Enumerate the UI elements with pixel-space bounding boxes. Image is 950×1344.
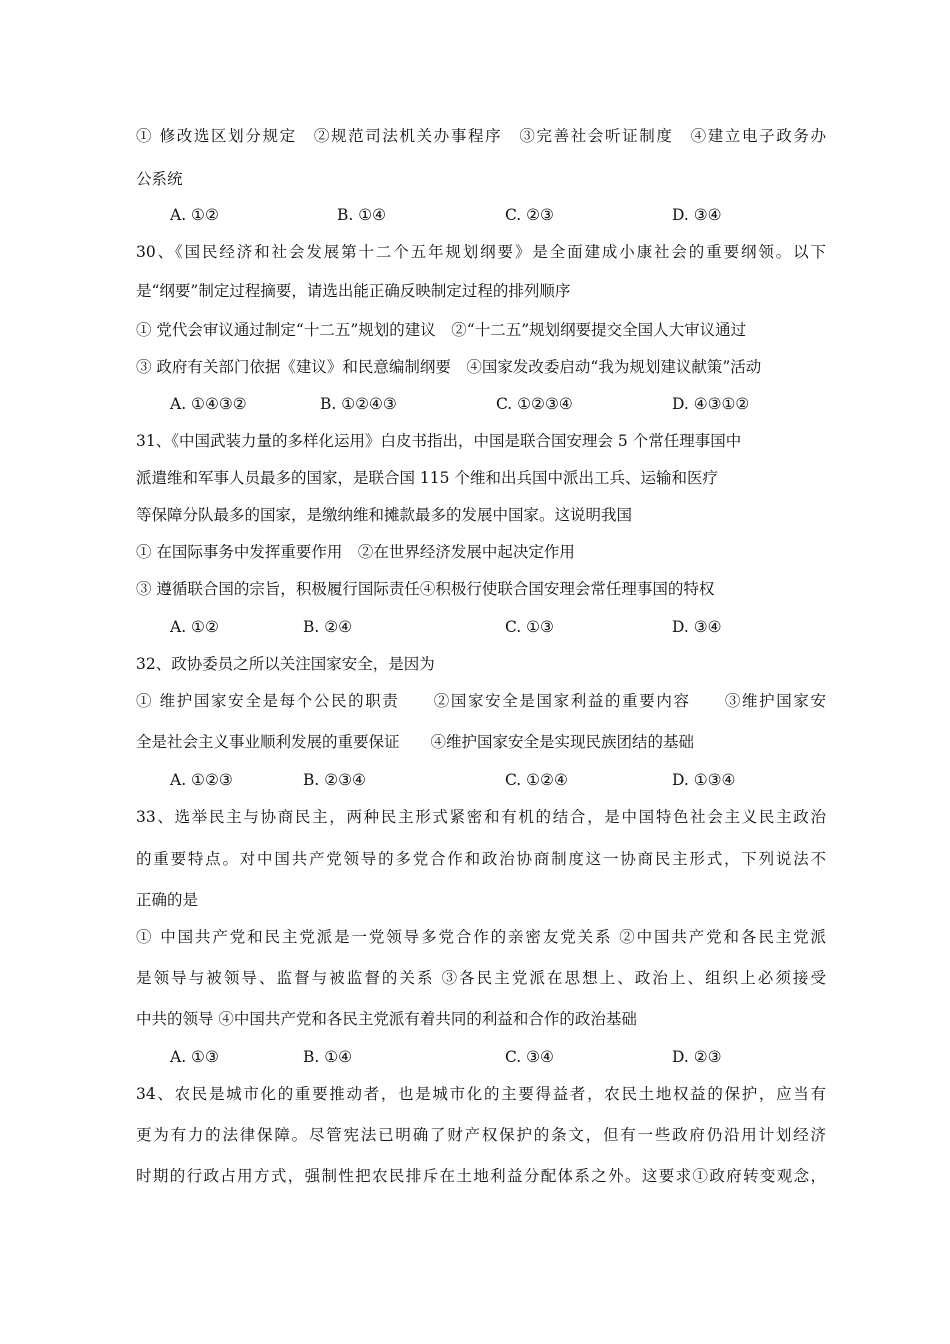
q33-choice-line3: 中共的领导 ④中国共产党和各民主党派有着共同的利益和合作的政治基础 xyxy=(136,1010,637,1028)
option-d: D. ①③④ xyxy=(672,771,736,789)
option-d: D. ④③①② xyxy=(672,395,750,413)
q33-choice-line2: 是领导与被领导、监督与被监督的关系 ③各民主党派在思想上、政治上、组织上必须接受 xyxy=(136,969,826,987)
option-d: D. ③④ xyxy=(672,618,722,636)
q31-choice-line1: ① 在国际事务中发挥重要作用 ②在世界经济发展中起决定作用 xyxy=(136,543,575,561)
q32-options xyxy=(0,769,950,791)
option-b: B. ②④ xyxy=(303,618,353,636)
q30-choice-line1: ① 党代会审议通过制定“十二五”规划的建议 ②“十二五”规划纲要提交全国人大审议通过 xyxy=(136,321,747,339)
option-b: B. ②③④ xyxy=(303,771,366,789)
q34-stem-line2: 更为有力的法律保障。尽管宪法已明确了财产权保护的条文，但有一些政府仍沿用计划经济 xyxy=(136,1126,826,1144)
option-c: C. ②③ xyxy=(505,206,554,224)
q29-choice-line: ① 修改选区划分规定 ②规范司法机关办事程序 ③完善社会听证制度 ④建立电子政务办 xyxy=(136,127,826,145)
q30-choice-line2: ③ 政府有关部门依据《建议》和民意编制纲要 ④国家发改委启动“我为规划建议献策”活动 xyxy=(136,358,762,376)
option-a: A. ①② xyxy=(170,618,219,636)
q33-stem-line3: 正确的是 xyxy=(136,891,199,909)
q31-stem-line1: 31、《中国武装力量的多样化运用》白皮书指出，中国是联合国安理会 5 个常任理事国中 xyxy=(136,432,742,450)
option-a: A. ①② xyxy=(170,206,219,224)
q31-stem-line3: 等保障分队最多的国家，是缴纳维和摊款最多的发展中国家。这说明我国 xyxy=(136,506,633,524)
option-b: B. ①④ xyxy=(337,206,387,224)
option-b: B. ①②④③ xyxy=(320,395,397,413)
q32-choice-line1: ① 维护国家安全是每个公民的职责 ②国家安全是国家利益的重要内容 ③维护国家安 xyxy=(136,692,826,710)
option-a: A. ①②③ xyxy=(170,771,233,789)
q34-stem-line3: 时期的行政占用方式，强制性把农民排斥在土地利益分配体系之外。这要求①政府转变观念， xyxy=(136,1167,826,1185)
option-c: C. ③④ xyxy=(505,1048,554,1066)
q30-stem-line1: 30、《国民经济和社会发展第十二个五年规划纲要》是全面建成小康社会的重要纲领。以下 xyxy=(136,243,826,261)
option-d: D. ③④ xyxy=(672,206,722,224)
q30-options xyxy=(0,393,950,415)
q32-stem-line1: 32、政协委员之所以关注国家安全，是因为 xyxy=(136,655,435,673)
q29-options xyxy=(0,204,950,226)
q29-choice-line-cont: 公系统 xyxy=(136,170,183,188)
option-d: D. ②③ xyxy=(672,1048,722,1066)
q32-choice-line2: 全是社会主义事业顺利发展的重要保证 ④维护国家安全是实现民族团结的基础 xyxy=(136,733,695,751)
option-a: A. ①④③② xyxy=(170,395,247,413)
q33-stem-line2: 的重要特点。对中国共产党领导的多党合作和政治协商制度这一协商民主形式，下列说法不 xyxy=(136,850,826,868)
option-c: C. ①②③④ xyxy=(496,395,573,413)
q33-options xyxy=(0,1046,950,1068)
q30-stem-line2: 是“纲要”制定过程摘要，请选出能正确反映制定过程的排列顺序 xyxy=(136,282,571,300)
q31-stem-line2: 派遣维和军事人员最多的国家，是联合国 115 个维和出兵国中派出工兵、运输和医疗 xyxy=(136,469,718,487)
option-c: C. ①②④ xyxy=(505,771,568,789)
option-a: A. ①③ xyxy=(170,1048,219,1066)
option-c: C. ①③ xyxy=(505,618,554,636)
q33-choice-line1: ① 中国共产党和民主党派是一党领导多党合作的亲密友党关系 ②中国共产党和各民主党派 xyxy=(136,928,826,946)
q31-options xyxy=(0,616,950,638)
q34-stem-line1: 34、农民是城市化的重要推动者，也是城市化的主要得益者，农民土地权益的保护，应当有 xyxy=(136,1085,826,1103)
q31-choice-line2: ③ 遵循联合国的宗旨，积极履行国际责任④积极行使联合国安理会常任理事国的特权 xyxy=(136,580,715,598)
q33-stem-line1: 33、选举民主与协商民主，两种民主形式紧密和有机的结合，是中国特色社会主义民主政治 xyxy=(136,808,826,826)
option-b: B. ①④ xyxy=(303,1048,353,1066)
